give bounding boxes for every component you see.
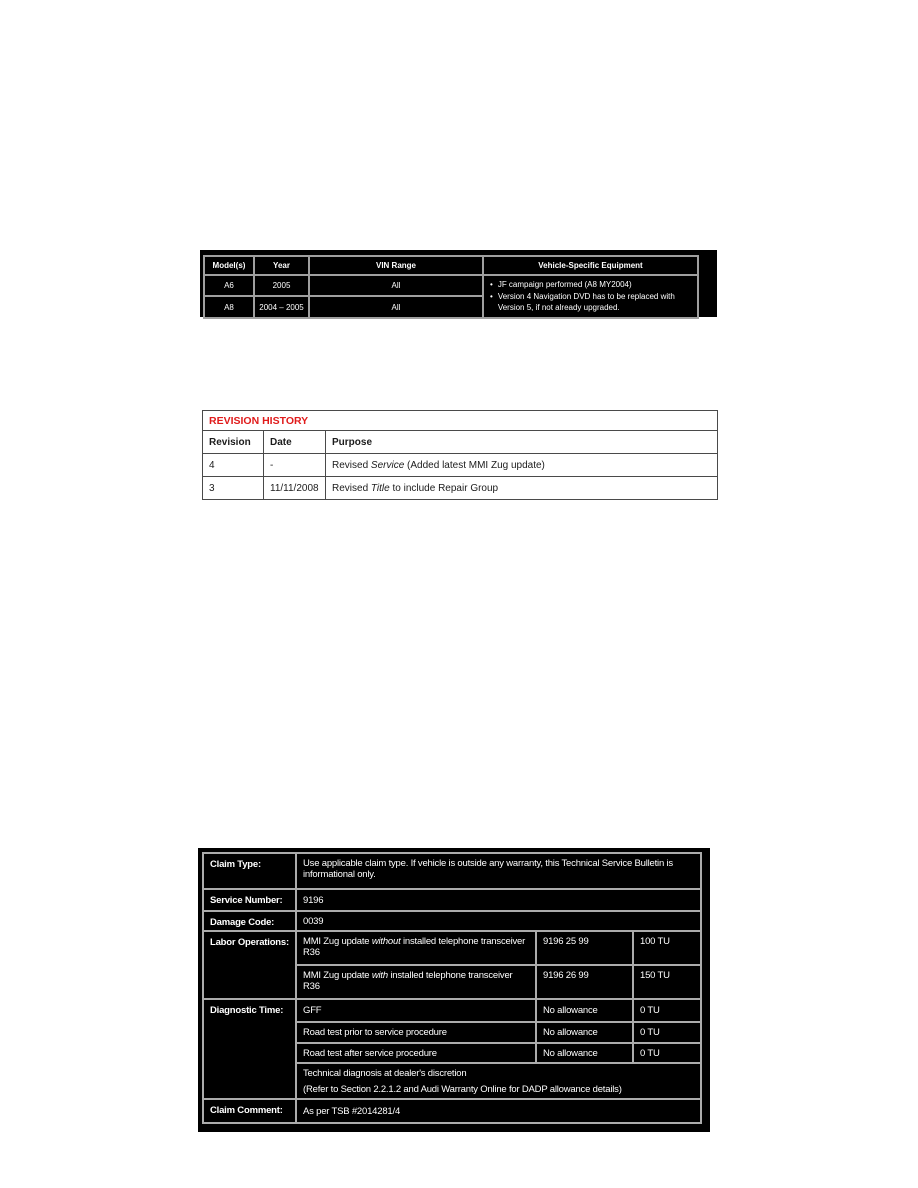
purpose-cell: [326, 454, 718, 477]
labor-desc-italic: without: [371, 936, 401, 947]
date-column-header: Date: [264, 431, 326, 454]
equipment-bullet-text: • Version 4 Navigation DVD has to be replaced with Version 5, if not already upgraded.: [497, 292, 675, 312]
vin-range-column-header: VIN Range: [309, 256, 483, 275]
equipment-bullet: [490, 292, 693, 313]
revision-history-title-cell: [203, 411, 718, 431]
diagnostic-allowance: No allowance: [536, 999, 633, 1022]
purpose-italic-text: Title: [370, 482, 390, 494]
models-column-header: Model(s): [204, 256, 254, 275]
labor-desc-italic: with: [371, 970, 388, 981]
diagnostic-time-value: 0 TU: [633, 1043, 701, 1063]
labor-operation-code: 9196 26 99: [536, 965, 633, 999]
diagnostic-desc: Road test after service procedure: [296, 1043, 536, 1063]
applicability-row: [204, 275, 698, 296]
service-number-value: 9196: [296, 889, 701, 911]
purpose-text: Revised: [332, 459, 371, 471]
diagnostic-allowance: No allowance: [536, 1022, 633, 1043]
claim-comment-label: Claim Comment:: [203, 1099, 296, 1123]
model-cell: A8: [204, 296, 254, 318]
diagnostic-time-value: 0 TU: [633, 999, 701, 1022]
damage-code-row: [203, 911, 701, 931]
claim-type-row: [203, 853, 701, 889]
revision-history-table: [202, 410, 718, 500]
labor-desc-text: MMI Zug update: [303, 970, 372, 981]
diagnostic-note-cell: [296, 1063, 701, 1099]
purpose-text: to include Repair Group: [389, 482, 499, 494]
vehicle-applicability-table: [203, 255, 699, 319]
labor-desc-text: installed telephone transceiver R36: [303, 936, 526, 958]
claim-type-label: Claim Type:: [203, 853, 296, 889]
equipment-cell: [483, 275, 698, 318]
labor-operation-code: 9196 25 99: [536, 931, 633, 965]
purpose-column-header: Purpose: [326, 431, 718, 454]
labor-operation-time: 150 TU: [633, 965, 701, 999]
labor-operation-desc: [296, 931, 536, 965]
equipment-bullet-text: • JF campaign performed (A8 MY2004): [497, 280, 632, 289]
revision-column-header: Revision: [203, 431, 264, 454]
purpose-text: Revised: [332, 482, 371, 494]
purpose-text: (Added latest MMI Zug update): [404, 459, 545, 471]
diagnostic-time-label: Diagnostic Time:: [203, 999, 296, 1099]
vin-range-cell: All: [309, 296, 483, 318]
revision-header-row: [203, 431, 718, 454]
labor-operations-label: Labor Operations:: [203, 931, 296, 999]
purpose-italic-text: Service: [370, 459, 405, 471]
year-column-header: Year: [254, 256, 309, 275]
diagnostic-time-row: [203, 999, 701, 1022]
revision-cell: 4: [203, 454, 264, 477]
vin-range-cell: All: [309, 275, 483, 296]
equipment-column-header: Vehicle-Specific Equipment: [483, 256, 698, 275]
claim-comment-value: As per TSB #2014281/4: [296, 1099, 701, 1123]
labor-operation-desc: [296, 965, 536, 999]
labor-operation-time: 100 TU: [633, 931, 701, 965]
diagnostic-allowance: No allowance: [536, 1043, 633, 1063]
vehicle-applicability-panel: [200, 250, 717, 317]
revision-history-title: REVISION HISTORY: [209, 414, 309, 427]
diagnostic-time-value: 0 TU: [633, 1022, 701, 1043]
service-number-label: Service Number:: [203, 889, 296, 911]
applicability-header-row: [204, 256, 698, 275]
labor-desc-text: installed telephone transceiver R36: [303, 970, 513, 992]
warranty-claim-table: [202, 852, 702, 1124]
revision-title-row: [203, 411, 718, 431]
year-cell: 2004 – 2005: [254, 296, 309, 318]
claim-type-value: Use applicable claim type. If vehicle is outside any warranty, this Technical Service Bulletin is informational only.: [296, 853, 701, 889]
damage-code-value: 0039: [296, 911, 701, 931]
labor-desc-text: MMI Zug update: [303, 936, 372, 947]
claim-comment-row: [203, 1099, 701, 1123]
model-cell: A6: [204, 275, 254, 296]
date-cell: -: [264, 454, 326, 477]
damage-code-label: Damage Code:: [203, 911, 296, 931]
revision-cell: 3: [203, 477, 264, 500]
date-cell: 11/11/2008: [264, 477, 326, 500]
diagnostic-desc: Road test prior to service procedure: [296, 1022, 536, 1043]
revision-row: [203, 477, 718, 500]
year-cell: 2005: [254, 275, 309, 296]
warranty-claim-panel: [198, 848, 710, 1132]
diagnostic-desc: GFF: [296, 999, 536, 1022]
purpose-cell: [326, 477, 718, 500]
service-number-row: [203, 889, 701, 911]
diagnostic-note-line-2: (Refer to Section 2.2.1.2 and Audi Warranty Online for DADP allowance details): [303, 1084, 622, 1095]
diagnostic-note-line-1: Technical diagnosis at dealer's discretion: [303, 1068, 467, 1079]
equipment-bullet: [490, 280, 693, 290]
labor-operation-row: [203, 931, 701, 965]
revision-row: [203, 454, 718, 477]
